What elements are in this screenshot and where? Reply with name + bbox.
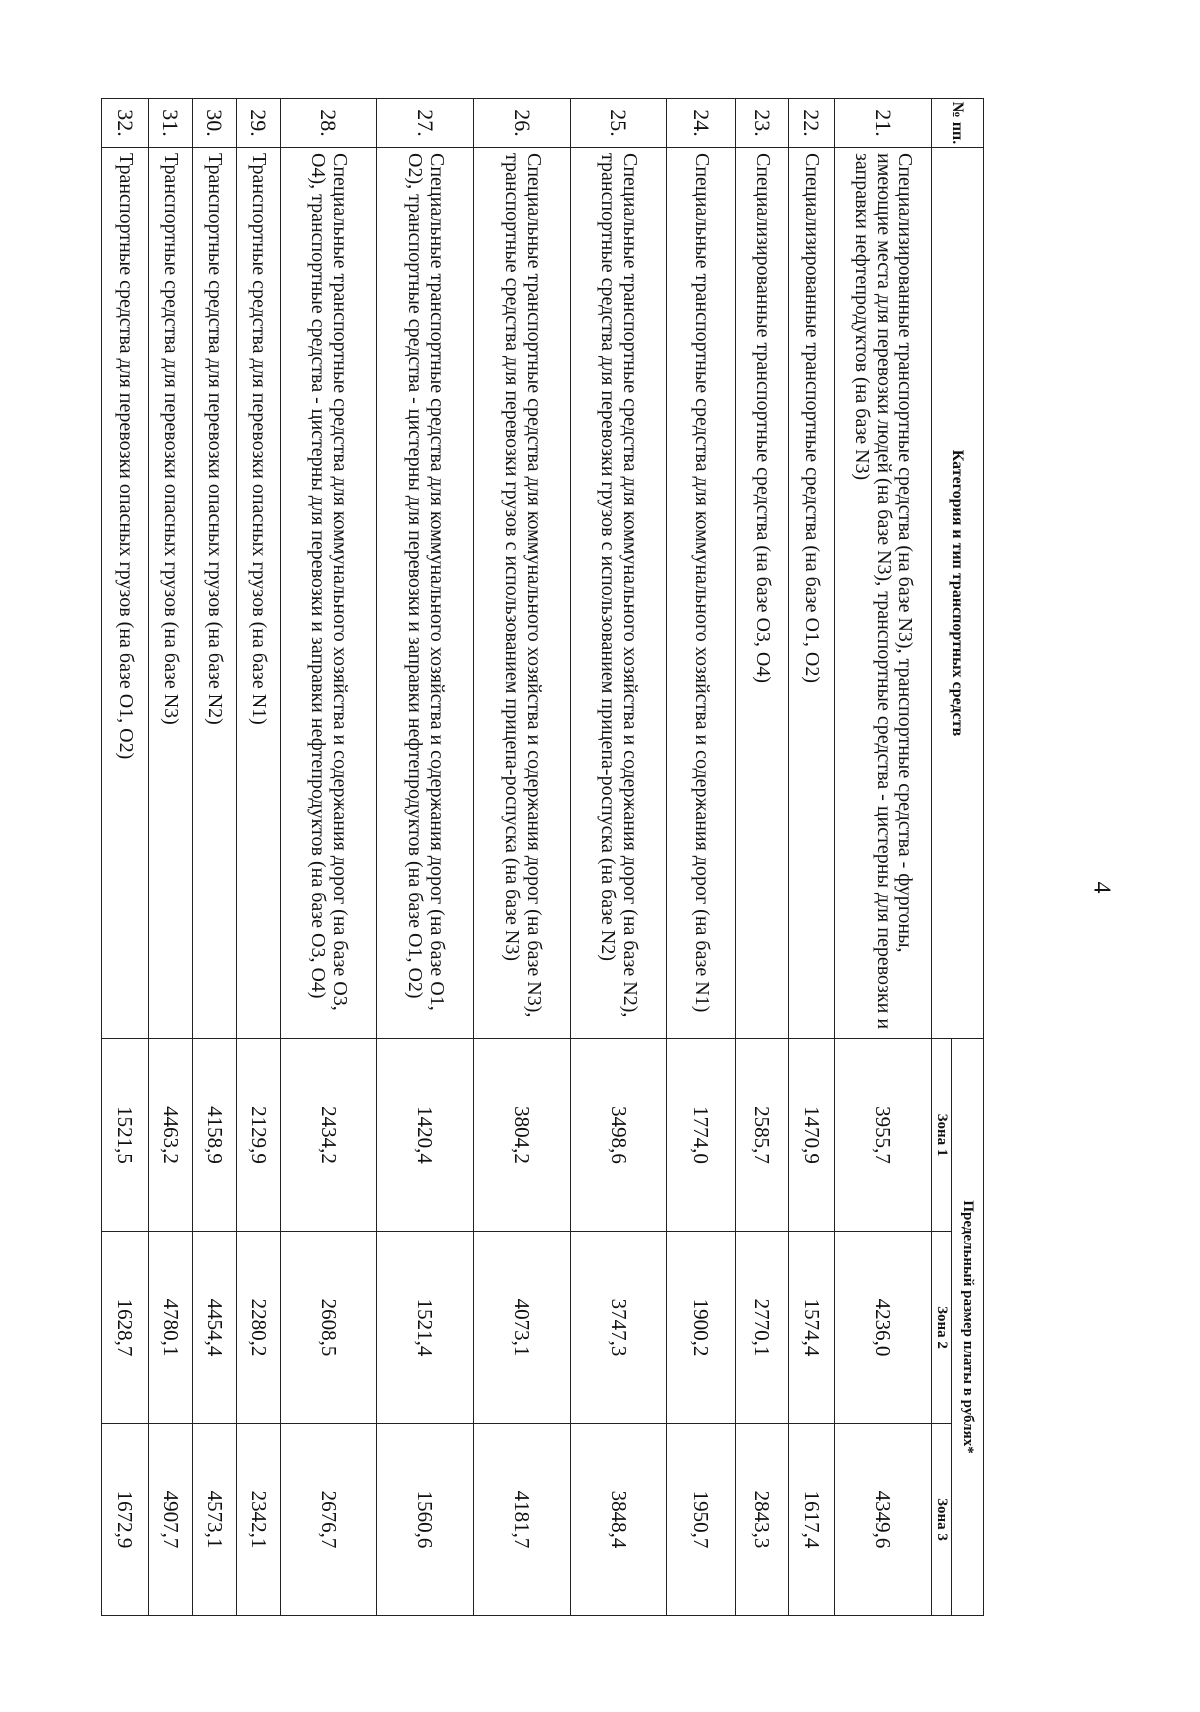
row-zone-3-value: 1950,7: [667, 1424, 736, 1616]
row-zone-1-value: 1420,4: [377, 1039, 474, 1232]
rotated-page: [97, 98, 984, 1615]
row-zone-2-value: 4454,4: [193, 1232, 237, 1424]
row-number: 25.: [571, 99, 667, 148]
row-category: Специальные транспортные средства для коммунального хозяйства и содержания дорог (на базе N2), транспортные средства для перевозки грузов с использованием прицепа-роспуска (на базе N2): [571, 148, 667, 1039]
row-zone-2-value: 4780,1: [149, 1232, 193, 1424]
row-number: 23.: [736, 99, 789, 148]
row-number: 31.: [149, 99, 193, 148]
row-zone-2-value: 3747,3: [571, 1232, 667, 1424]
row-category: Транспортные средства для перевозки опасных грузов (на базе O1, O2): [102, 148, 149, 1039]
row-zone-1-value: 3498,6: [571, 1039, 667, 1232]
table-row: [789, 99, 835, 1616]
table-row: [149, 99, 193, 1616]
row-zone-2-value: 4236,0: [835, 1232, 932, 1424]
column-header-number: № пп.: [932, 99, 984, 148]
row-category: Специальные транспортные средства для коммунального хозяйства и содержания дорог (на базе N3), транспортные средства для перевозки грузов с использованием прицепа-роспуска (на базе N3): [474, 148, 571, 1039]
row-zone-1-value: 1470,9: [789, 1039, 835, 1232]
row-number: 22.: [789, 99, 835, 148]
row-zone-3-value: 2676,7: [281, 1424, 377, 1616]
row-category: Специальные транспортные средства для коммунального хозяйства и содержания дорог (на базе N1): [667, 148, 736, 1039]
table-row: [736, 99, 789, 1616]
row-number: 27.: [377, 99, 474, 148]
row-zone-3-value: 3848,4: [571, 1424, 667, 1616]
row-zone-2-value: 1628,7: [102, 1232, 149, 1424]
row-number: 30.: [193, 99, 237, 148]
row-zone-1-value: 3955,7: [835, 1039, 932, 1232]
row-zone-1-value: 4463,2: [149, 1039, 193, 1232]
row-number: 29.: [237, 99, 281, 148]
row-category: Транспортные средства для перевозки опасных грузов (на базе N2): [193, 148, 237, 1039]
row-zone-3-value: 4573,1: [193, 1424, 237, 1616]
row-number: 28.: [281, 99, 377, 148]
row-zone-2-value: 2770,1: [736, 1232, 789, 1424]
row-zone-2-value: 4073,1: [474, 1232, 571, 1424]
column-header-category: Категория и тип транспортных средств: [932, 148, 984, 1039]
row-number: 26.: [474, 99, 571, 148]
column-header-zone-2: Зона 2: [932, 1232, 952, 1424]
row-zone-3-value: 2342,1: [237, 1424, 281, 1616]
row-category: Транспортные средства для перевозки опасных грузов (на базе N1): [237, 148, 281, 1039]
table-row: [281, 99, 377, 1616]
row-zone-3-value: 1617,4: [789, 1424, 835, 1616]
row-category: Специализированные транспортные средства (на базе N3), транспортные средства - фургоны, имеющие места для перевозки людей (на базе N3), транспортные средства - цистерны для перевозки и заправки нефтепродуктов (на базе N3): [835, 148, 932, 1039]
row-zone-1-value: 1774,0: [667, 1039, 736, 1232]
row-zone-3-value: 4907,7: [149, 1424, 193, 1616]
row-zone-1-value: 4158,9: [193, 1039, 237, 1232]
row-category: Специальные транспортные средства для коммунального хозяйства и содержания дорог (на базе O1, O2), транспортные средства - цистерны для перевозки и заправки нефтепродуктов (на базе O1, O2): [377, 148, 474, 1039]
row-category: Специализированные транспортные средства (на базе O3, O4): [736, 148, 789, 1039]
row-number: 21.: [835, 99, 932, 148]
table-row: [237, 99, 281, 1616]
table-row: [571, 99, 667, 1616]
row-zone-1-value: 2129,9: [237, 1039, 281, 1232]
column-header-zone-3: Зона 3: [932, 1424, 952, 1616]
column-header-zone-1: Зона 1: [932, 1039, 952, 1232]
row-zone-3-value: 1672,9: [102, 1424, 149, 1616]
table-row: [377, 99, 474, 1616]
row-zone-1-value: 2434,2: [281, 1039, 377, 1232]
row-zone-2-value: 1574,4: [789, 1232, 835, 1424]
row-category: Специальные транспортные средства для коммунального хозяйства и содержания дорог (на базе O3, O4), транспортные средства - цистерны для перевозки и заправки нефтепродуктов (на базе O3, O4): [281, 148, 377, 1039]
table-row: [835, 99, 932, 1616]
page-number: 4: [1088, 881, 1115, 894]
table-row: [474, 99, 571, 1616]
row-zone-2-value: 2608,5: [281, 1232, 377, 1424]
table-row: [667, 99, 736, 1616]
row-zone-1-value: 1521,5: [102, 1039, 149, 1232]
row-zone-2-value: 2280,2: [237, 1232, 281, 1424]
row-zone-3-value: 2843,3: [736, 1424, 789, 1616]
row-zone-2-value: 1521,4: [377, 1232, 474, 1424]
table-row: [193, 99, 237, 1616]
column-header-fee: Предельный размер платы в рублях*: [952, 1039, 984, 1616]
row-zone-2-value: 1900,2: [667, 1232, 736, 1424]
row-number: 32.: [102, 99, 149, 148]
tariff-table: [101, 98, 984, 1616]
row-category: Транспортные средства для перевозки опасных грузов (на базе N3): [149, 148, 193, 1039]
row-number: 24.: [667, 99, 736, 148]
row-zone-1-value: 2585,7: [736, 1039, 789, 1232]
row-zone-3-value: 4349,6: [835, 1424, 932, 1616]
row-zone-3-value: 1560,6: [377, 1424, 474, 1616]
row-zone-1-value: 3804,2: [474, 1039, 571, 1232]
table-row: [102, 99, 149, 1616]
row-zone-3-value: 4181,7: [474, 1424, 571, 1616]
row-category: Специализированные транспортные средства (на базе O1, O2): [789, 148, 835, 1039]
